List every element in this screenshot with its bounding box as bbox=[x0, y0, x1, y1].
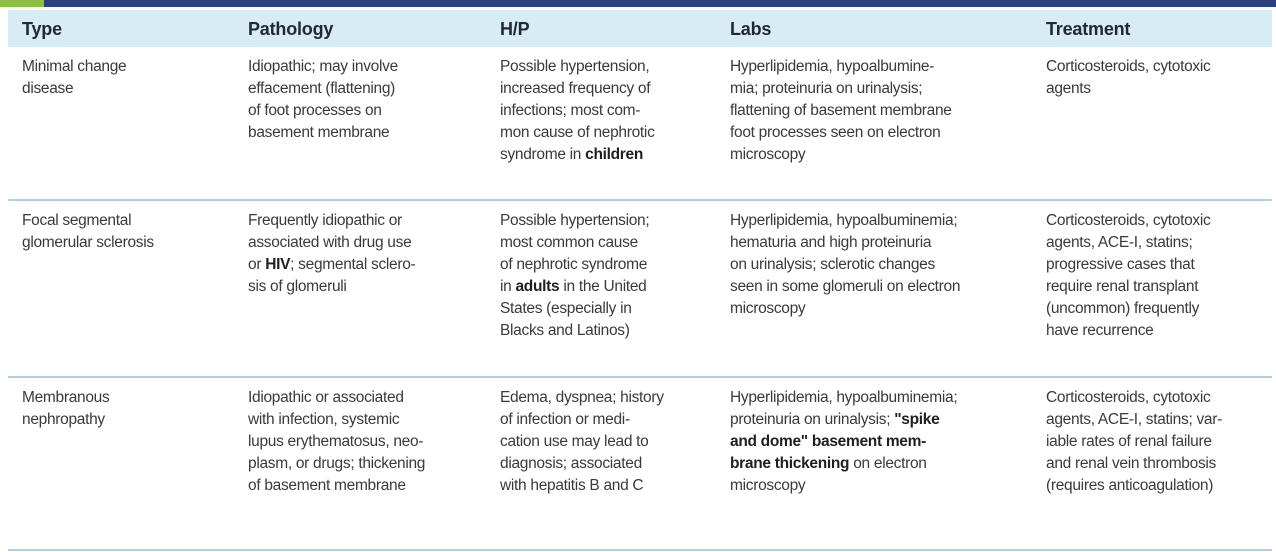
cell-labs: Hyperlipidemia, hypoalbuminemia; hematuria and high proteinuria on urinalysis; sclerotic changes seen in some glomeruli on electron microscopy bbox=[730, 212, 961, 317]
hp-text: Possible hypertension, increased frequency of infections; most com- mon cause of nephrotic syndrome in bbox=[500, 58, 655, 163]
cell-pathology: Idiopathic; may involve effacement (flattening) of foot processes on basement membrane bbox=[248, 58, 398, 141]
pathology-emphasis: HIV bbox=[265, 256, 291, 273]
cell-hp bbox=[486, 47, 716, 200]
header-hp: H/P bbox=[500, 18, 530, 39]
hp-text: Possible hypertension; most common cause of nephrotic syndrome in bbox=[500, 212, 650, 295]
hp-emphasis: adults bbox=[515, 278, 560, 295]
cell-treatment: Corticosteroids, cytotoxic agents, ACE-I, statins; var- iable rates of renal failure and renal vein thrombosis (requires anticoagulation) bbox=[1046, 389, 1222, 494]
labs-emphasis: "spike and dome" basement mem- brane thickening bbox=[730, 411, 940, 472]
cell-treatment: Corticosteroids, cytotoxic agents bbox=[1046, 58, 1211, 97]
table-header-row bbox=[8, 10, 1272, 47]
cell-type: Focal segmental glomerular sclerosis bbox=[22, 212, 154, 251]
cell-hp: Edema, dyspnea; history of infection or medi- cation use may lead to diagnosis; associated with hepatitis B and C bbox=[500, 389, 664, 494]
table-row bbox=[8, 377, 1272, 550]
labs-text-tail: on electron microscopy bbox=[730, 455, 927, 494]
banner-accent-tab bbox=[0, 0, 44, 7]
header-treatment: Treatment bbox=[1046, 18, 1131, 39]
cell-treatment: Corticosteroids, cytotoxic agents, ACE-I, statins; progressive cases that require renal transplant (uncommon) frequently have recurrence bbox=[1046, 212, 1211, 339]
hp-text-tail: in the United States (especially in Blacks and Latinos) bbox=[500, 278, 647, 339]
table-row bbox=[8, 200, 1272, 377]
cell-type: Minimal change disease bbox=[22, 58, 127, 97]
cell-pathology: Idiopathic or associated with infection, systemic lupus erythematosus, neo- plasm, or drugs; thickening of basement membrane bbox=[248, 389, 426, 494]
header-pathology: Pathology bbox=[248, 18, 334, 39]
cell-hp bbox=[486, 200, 716, 377]
hp-emphasis: children bbox=[585, 146, 644, 163]
cell-labs: Hyperlipidemia, hypoalbumine- mia; proteinuria on urinalysis; flattening of basement membrane foot processes seen on electron microscopy bbox=[730, 58, 952, 163]
pathology-text: Frequently idiopathic or associated with drug use or bbox=[248, 212, 412, 273]
cell-type: Membranous nephropathy bbox=[22, 389, 110, 428]
header-labs: Labs bbox=[730, 18, 772, 39]
cell-labs bbox=[716, 377, 1032, 550]
labs-text: Hyperlipidemia, hypoalbuminemia; proteinuria on urinalysis; bbox=[730, 389, 958, 428]
top-banner bbox=[0, 0, 1276, 7]
pathology-text-tail: ; segmental sclero- sis of glomeruli bbox=[248, 256, 416, 295]
cell-pathology bbox=[234, 200, 486, 377]
nephrotic-syndrome-table bbox=[8, 10, 1272, 551]
header-type: Type bbox=[22, 18, 62, 39]
table-row bbox=[8, 47, 1272, 200]
